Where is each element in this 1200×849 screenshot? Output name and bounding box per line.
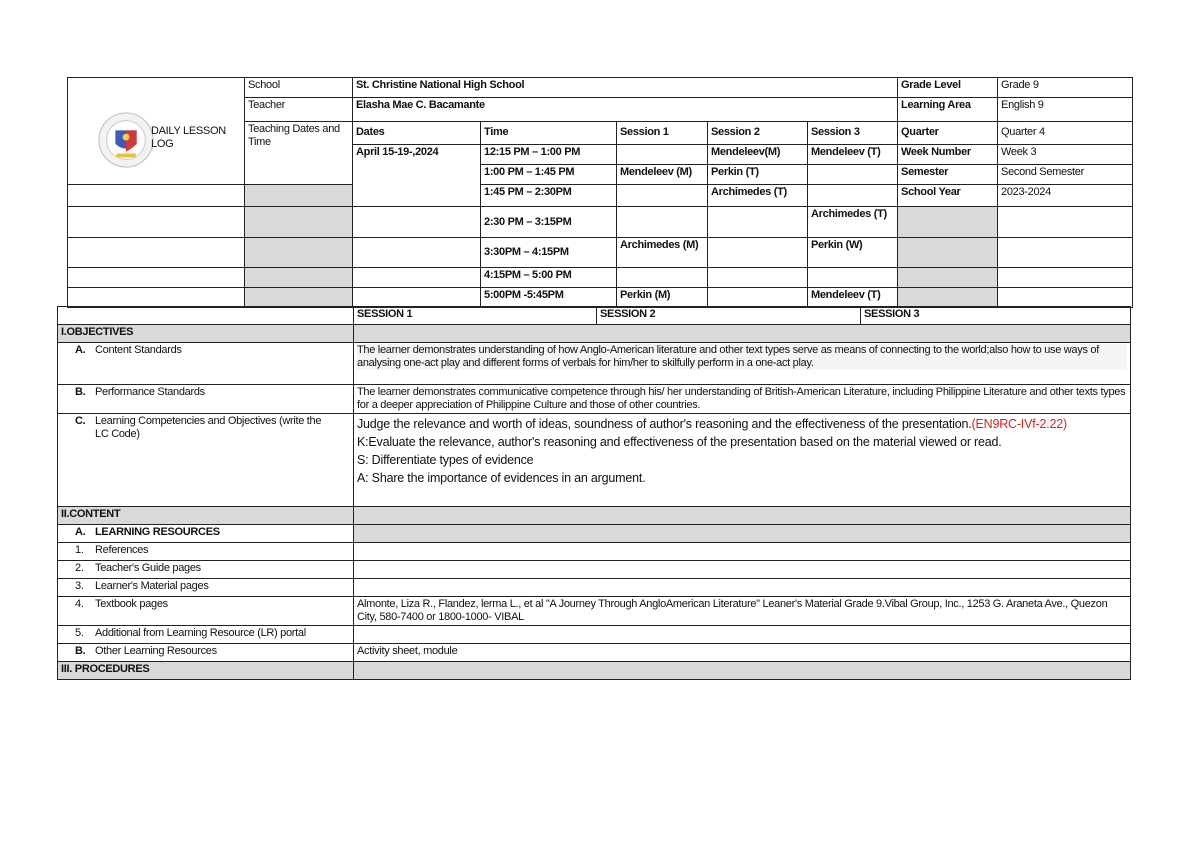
teacher-label: Teacher [245,98,353,122]
schedule-time: 1:00 PM – 1:45 PM [481,165,617,185]
blank-cell [68,185,245,207]
blank-cell [354,325,1131,343]
performance-standards-text: The learner demonstrates communicative competence through his/ her understanding of British-American Literature, including Philippine Literature and other texts types for a deeper appreciation of Philippine Culture and those of other countries. [354,385,1131,414]
learning-resources-label-cell [58,525,354,543]
content-standards-label-cell [58,343,354,385]
quarter-value: Quarter 4 [998,122,1133,145]
learners-material-label: Learner's Material pages [95,580,209,592]
other-resources-text: Activity sheet, module [354,644,1131,662]
logo-cell [68,78,245,185]
references-label: References [95,544,149,556]
competencies-label: Learning Competencies and Objectives (write the LC Code) [95,415,322,440]
schedule-s3: Mendeleev (T) [808,145,898,165]
objective-attitude: A: Share the importance of evidences in an argument. [357,471,646,485]
blank-cell [354,579,1131,597]
schedule-s2 [708,268,808,288]
blank-cell [998,268,1133,288]
schedule-s2 [708,238,808,268]
teachers-guide-label-cell [58,561,354,579]
item-number: 1. [75,544,84,556]
schedule-time: 5:00PM -5:45PM [481,288,617,308]
blank-cell [245,207,353,238]
schedule-s3: Mendeleev (T) [808,288,898,308]
item-number: 3. [75,580,84,592]
deped-seal-icon [97,111,155,169]
blank-cell [354,662,1131,680]
teacher-value: Elasha Mae C. Bacamante [353,98,898,122]
session-2-header: SESSION 2 [597,307,861,325]
blank-cell [353,288,481,308]
schedule-s3: Archimedes (T) [808,207,898,238]
competency-text: Judge the relevance and worth of ideas, soundness of author's reasoning and the effectiveness of the presentation. [357,417,972,431]
teaching-dates-label: Teaching Dates and Time [245,122,353,185]
content-heading: II.CONTENT [58,507,354,525]
learning-resources-label: LEARNING RESOURCES [95,526,220,538]
item-number: C. [75,415,86,427]
schedule-time: 1:45 PM – 2:30PM [481,185,617,207]
week-number-label: Week Number [898,145,998,165]
schedule-s1 [617,185,708,207]
blank-cell [354,543,1131,561]
schedule-time: 12:15 PM – 1:00 PM [481,145,617,165]
schedule-time: 3:30PM – 4:15PM [481,238,617,268]
lr-portal-label: Additional from Learning Resource (LR) portal [95,627,306,639]
schedule-s2: Perkin (T) [708,165,808,185]
blank-cell [353,268,481,288]
schedule-s2: Mendeleev(M) [708,145,808,165]
procedures-heading: III. PROCEDURES [58,662,354,680]
schedule-s3 [808,165,898,185]
schedule-s2 [708,288,808,308]
performance-standards-label: Performance Standards [95,386,205,398]
blank-cell [354,507,1131,525]
school-year-value: 2023-2024 [998,185,1133,207]
performance-standards-label-cell [58,385,354,414]
schedule-s2: Archimedes (T) [708,185,808,207]
col-dates: Dates [353,122,481,145]
school-value: St. Christine National High School [353,78,898,98]
schedule-s1 [617,268,708,288]
blank-cell [68,288,245,308]
grade-level-value: Grade 9 [998,78,1133,98]
schedule-s1 [617,145,708,165]
blank-cell [998,238,1133,268]
item-number: B. [75,645,86,657]
references-label-cell [58,543,354,561]
learning-area-value: English 9 [998,98,1133,122]
blank-cell [898,207,998,238]
lr-portal-label-cell [58,626,354,644]
content-standards-cell [354,343,1131,385]
grade-level-label: Grade Level [898,78,998,98]
learning-area-label: Learning Area [898,98,998,122]
school-label: School [245,78,353,98]
item-number: 4. [75,598,84,610]
blank-cell [354,525,1131,543]
blank-cell [998,288,1133,308]
objective-skill: S: Differentiate types of evidence [357,453,534,467]
blank-cell [353,238,481,268]
col-session-1: Session 1 [617,122,708,145]
competencies-cell [354,414,1131,507]
blank-cell [245,288,353,308]
schedule-s2 [708,207,808,238]
blank-cell [68,238,245,268]
blank-cell [68,207,245,238]
item-number: 5. [75,627,84,639]
semester-label: Semester [898,165,998,185]
dates-value: April 15-19-,2024 [353,145,481,207]
learners-material-label-cell [58,579,354,597]
content-standards-label: Content Standards [95,344,182,356]
blank-cell [898,268,998,288]
teachers-guide-label: Teacher's Guide pages [95,562,201,574]
col-session-3: Session 3 [808,122,898,145]
col-time: Time [481,122,617,145]
item-number: B. [75,386,86,398]
schedule-time: 2:30 PM – 3:15PM [481,207,617,238]
schedule-s3 [808,185,898,207]
lc-code: (EN9RC-IVf-2.22) [971,417,1067,431]
item-number: A. [75,344,86,356]
lesson-plan-table [57,306,1131,680]
school-year-label: School Year [898,185,998,207]
item-number: A. [75,526,86,538]
blank-cell [58,307,354,325]
other-resources-label: Other Learning Resources [95,645,217,657]
blank-cell [354,561,1131,579]
blank-cell [245,268,353,288]
schedule-s1: Mendeleev (M) [617,165,708,185]
schedule-s1: Archimedes (M) [617,238,708,268]
schedule-time: 4:15PM – 5:00 PM [481,268,617,288]
blank-cell [68,268,245,288]
schedule-s3: Perkin (W) [808,238,898,268]
schedule-s1 [617,207,708,238]
objectives-heading: I.OBJECTIVES [58,325,354,343]
item-number: 2. [75,562,84,574]
competencies-label-cell [58,414,354,507]
session-1-header: SESSION 1 [354,307,597,325]
quarter-label: Quarter [898,122,998,145]
blank-cell [245,185,353,207]
blank-cell [898,288,998,308]
blank-cell [245,238,353,268]
objective-knowledge: K:Evaluate the relevance, author's reasoning and effectiveness of the presentation based on the material viewed or read. [357,435,1002,449]
schedule-s3 [808,268,898,288]
textbook-label-cell [58,597,354,626]
blank-cell [898,238,998,268]
schedule-s1: Perkin (M) [617,288,708,308]
blank-cell [353,207,481,238]
daily-lesson-log-label: DAILY LESSON LOG [151,125,226,150]
col-session-2: Session 2 [708,122,808,145]
textbook-label: Textbook pages [95,598,168,610]
blank-cell [998,207,1133,238]
header-table [67,77,1133,308]
blank-cell [354,626,1131,644]
other-resources-label-cell [58,644,354,662]
semester-value: Second Semester [998,165,1133,185]
week-number-value: Week 3 [998,145,1133,165]
textbook-text: Almonte, Liza R., Flandez, lerma L., et al "A Journey Through AngloAmerican Literature" Leaner's Material Grade 9.Vibal Group, Inc., 1253 G. Araneta Ave., Quezon City, 580-7400 or 1800-1000- VIBAL [354,597,1131,626]
session-3-header: SESSION 3 [861,307,1131,325]
content-standards-text: The learner demonstrates understanding of how Anglo-American literature and other text types serve as means of connecting to the world;also how to use ways of analysing one-act play and different forms of verbals for him/her to skilfully perform in a one-act play. [357,344,1127,370]
